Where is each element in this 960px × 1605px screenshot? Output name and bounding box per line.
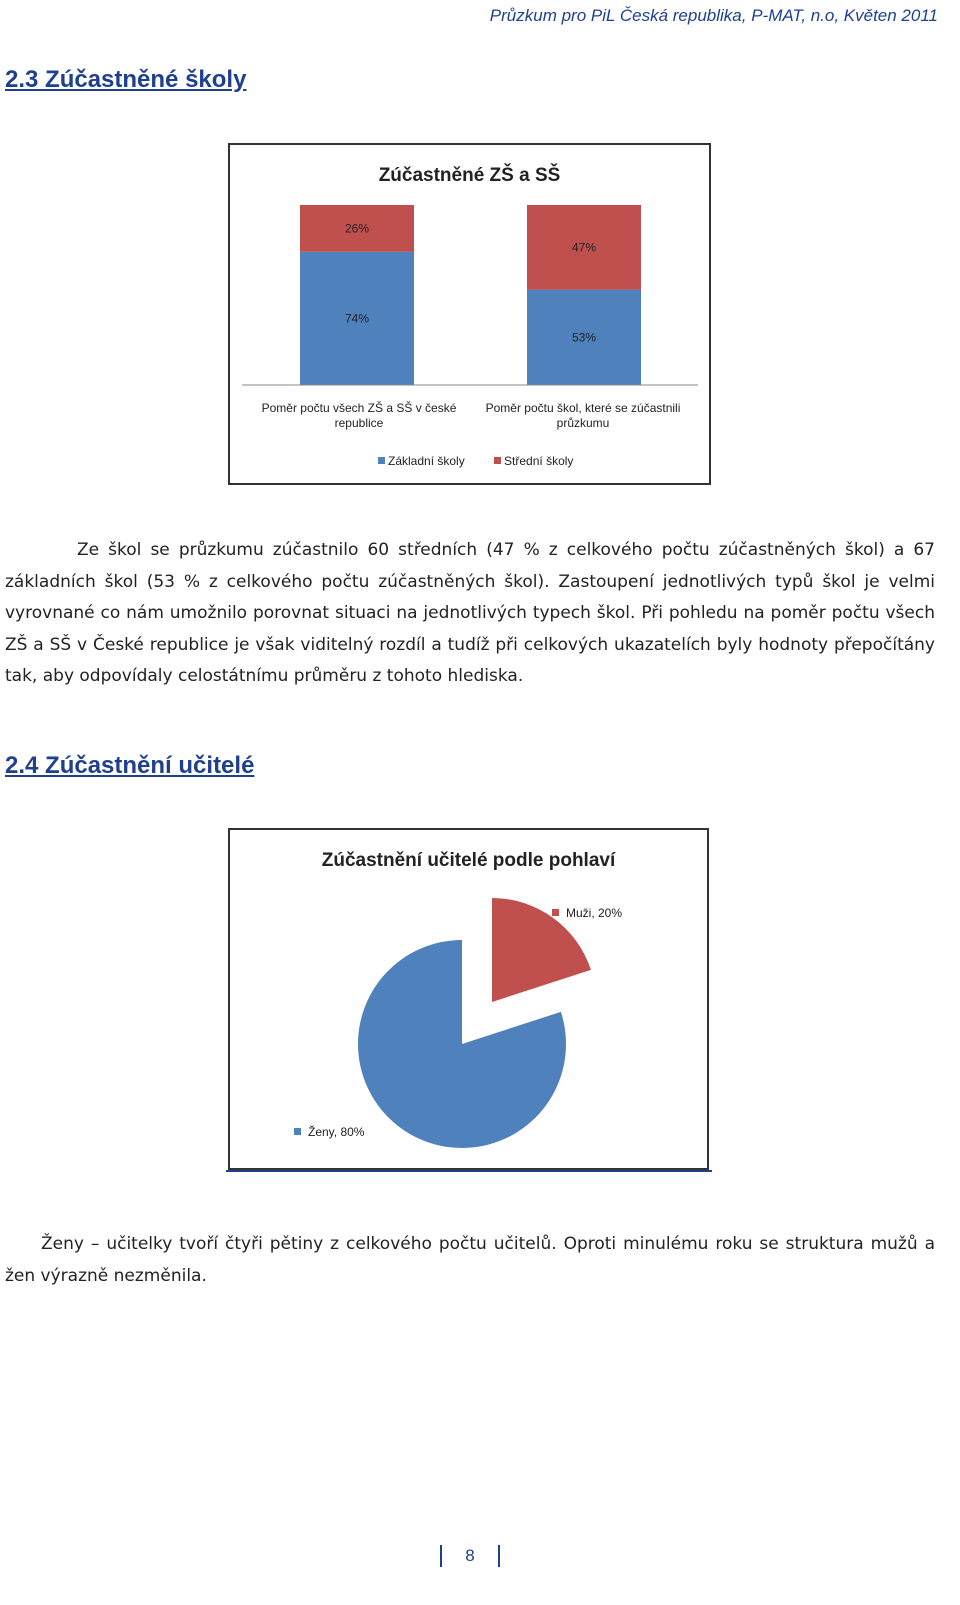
legend-label-stredni: Střední školy [504,453,574,468]
bar-data-label-stredni-2: 47% [571,240,597,255]
bar-chart-title: Zúčastněné ZŠ a SŠ [378,165,561,186]
pie-data-label-zeny: Ženy, 80% [308,1125,365,1139]
pie-data-label-muzi: Muži, 20% [566,906,623,920]
legend-item-zakladni [378,454,465,468]
bar-category-label-1: Poměr počtu všech ZŠ a SŠ v české republice [261,401,457,430]
chart-underline [226,1170,712,1172]
pie-chart-title: Zúčastnění učitelé podle pohlaví [321,850,616,871]
section-title-teachers: 2.4 Zúčastnění učitelé [5,752,255,779]
bar-data-label-zakladni-1: 74% [344,311,370,326]
legend-swatch-zakladni [378,457,385,464]
section-title-schools: 2.3 Zúčastněné školy [5,66,247,93]
bar-chart-legend [378,453,599,468]
legend-swatch-stredni [494,457,501,464]
legend-label-zakladni: Základní školy [388,453,465,468]
page-header: Průzkum pro PiL Česká republika, P-MAT, n.o, Květen 2011 [489,6,938,25]
schools-paragraph: Ze škol se průzkumu zúčastnilo 60 středních (47 % z celkového počtu zúčastněných škol) a 67 základních škol (53 % z celkového počtu zúčastněných škol). Zastoupení jednotlivých typů škol je velmi vyrovnané co nám umožnilo porovnat situaci na jednotlivých typech škol. Při pohledu na poměr počtu všech ZŠ a SŠ v České republice je však viditelný rozdíl a tudíž při celkových ukazatelích byly hodnoty přepočítány tak, aby odpovídaly celostátnímu průměru z tohoto hlediska. [5,540,935,686]
bar-category-label-2: Poměr počtu škol, které se zúčastnili průzkumu [485,401,681,430]
schools-chart [228,143,711,485]
bar-chart-plot [230,145,709,483]
bar-data-label-zakladni-2: 53% [571,330,597,345]
bar-data-label-stredni-1: 26% [344,221,370,236]
legend-item-stredni [494,454,573,468]
teachers-chart [228,828,709,1170]
pie-label-swatch-zeny [294,1128,301,1135]
pie-label-swatch-muzi [552,909,559,916]
page-number: 8 [440,1545,500,1567]
teachers-paragraph: Ženy – učitelky tvoří čtyři pětiny z celkového počtu učitelů. Oproti minulému roku se struktura mužů a žen výrazně nezměnila. [5,1234,935,1286]
pie-chart-plot [230,830,707,1168]
